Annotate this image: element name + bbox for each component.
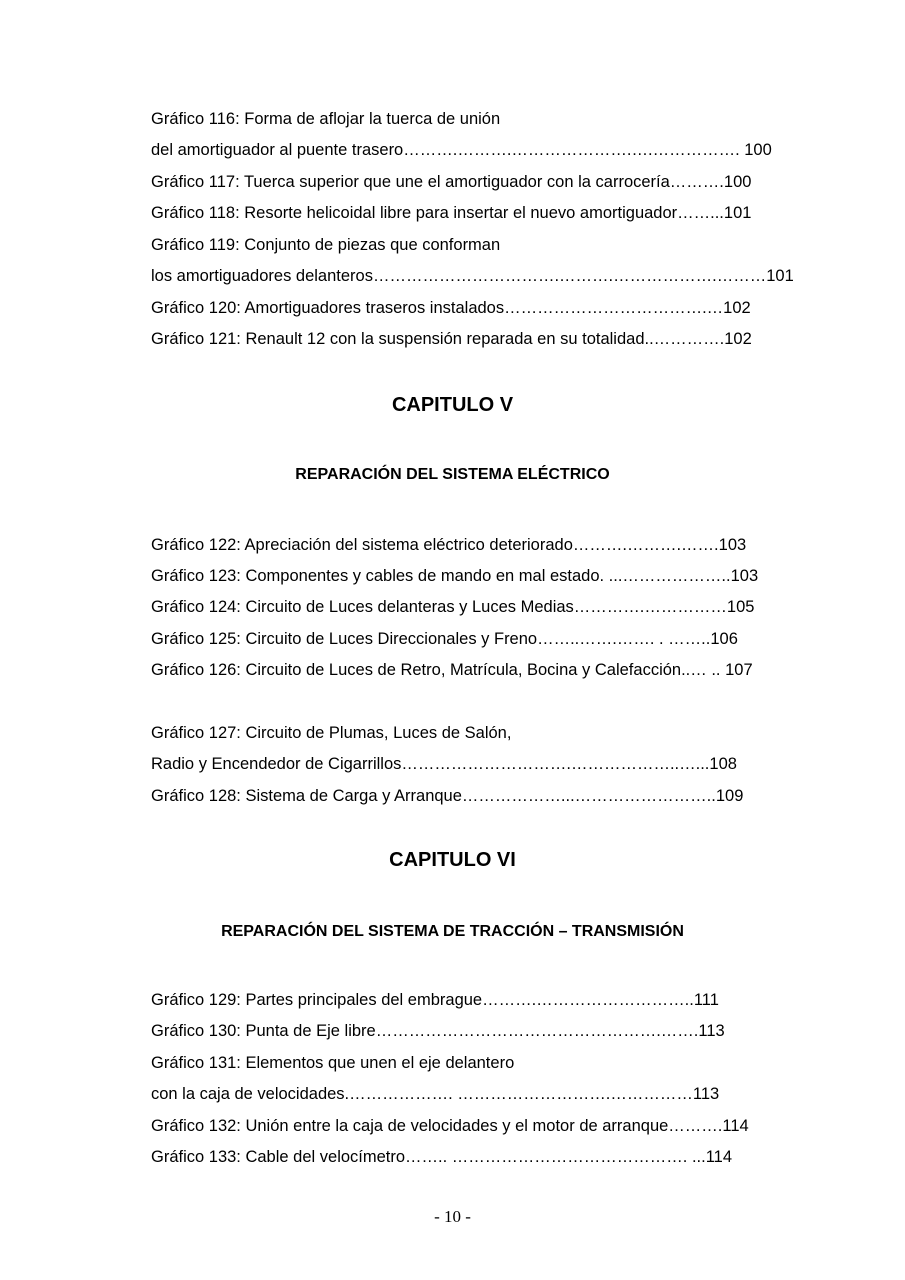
toc-entry: los amortiguadores delanteros…………………………….……….……………….………101 bbox=[151, 267, 794, 285]
page-number: - 10 - bbox=[434, 1207, 471, 1226]
toc-entry: Gráfico 122: Apreciación del sistema eléctrico deteriorado……….……….…….103 bbox=[151, 536, 747, 554]
toc-entry: Gráfico 130: Punta de Eje libre…………………………………………….…….113 bbox=[151, 1022, 725, 1040]
toc-entry: Gráfico 117: Tuerca superior que une el amortiguador con la carrocería……….100 bbox=[151, 173, 752, 191]
chapter-v-title: CAPITULO V bbox=[391, 394, 514, 416]
toc-entry: Gráfico 128: Sistema de Carga y Arranque………………...……………………..109 bbox=[151, 787, 744, 805]
chapter-vi-subtitle: REPARACIÓN DEL SISTEMA DE TRACCIÓN – TRANSMISIÓN bbox=[221, 923, 684, 940]
toc-entry: Gráfico 129: Partes principales del embrague……….………………………..111 bbox=[151, 991, 719, 1009]
toc-entry: Gráfico 131: Elementos que unen el eje delantero bbox=[151, 1054, 515, 1072]
chapter-vi-title: CAPITULO VI bbox=[389, 849, 516, 871]
toc-entry: Radio y Encendedor de Cigarrillos………………………….………………..…...108 bbox=[151, 755, 737, 773]
toc-entry: Gráfico 119: Conjunto de piezas que conforman bbox=[151, 236, 501, 254]
toc-entry: Gráfico 118: Resorte helicoidal libre para insertar el nuevo amortiguador……...101 bbox=[151, 204, 752, 222]
toc-entry: Gráfico 133: Cable del velocímetro…….. ……………………………………. ...114 bbox=[151, 1148, 733, 1166]
toc-entry: Gráfico 121: Renault 12 con la suspensión reparada en su totalidad..………….102 bbox=[151, 330, 752, 348]
toc-entry: Gráfico 127: Circuito de Plumas, Luces de Salón, bbox=[151, 724, 512, 742]
toc-entry: del amortiguador al puente trasero……….……….………………….….……………. 100 bbox=[151, 141, 772, 159]
toc-entry: Gráfico 125: Circuito de Luces Direccionales y Freno……..…….……. . ……..106 bbox=[151, 630, 738, 648]
toc-entry: Gráfico 126: Circuito de Luces de Retro, Matrícula, Bocina y Calefacción..… .. 107 bbox=[151, 661, 753, 679]
toc-entry: Gráfico 124: Circuito de Luces delanteras y Luces Medias………….……………105 bbox=[151, 598, 755, 616]
chapter-v-subtitle: REPARACIÓN DEL SISTEMA ELÉCTRICO bbox=[295, 466, 610, 483]
toc-entry: Gráfico 120: Amortiguadores traseros instalados……………………………….…102 bbox=[151, 299, 751, 317]
toc-entry: Gráfico 123: Componentes y cables de mando en mal estado. ...………………..103 bbox=[151, 567, 759, 585]
toc-entry: con la caja de velocidades.………………. ……………………….……………113 bbox=[151, 1085, 720, 1103]
toc-entry: Gráfico 116: Forma de aflojar la tuerca de unión bbox=[151, 110, 501, 128]
toc-entry: Gráfico 132: Unión entre la caja de velocidades y el motor de arranque……….114 bbox=[151, 1117, 749, 1135]
